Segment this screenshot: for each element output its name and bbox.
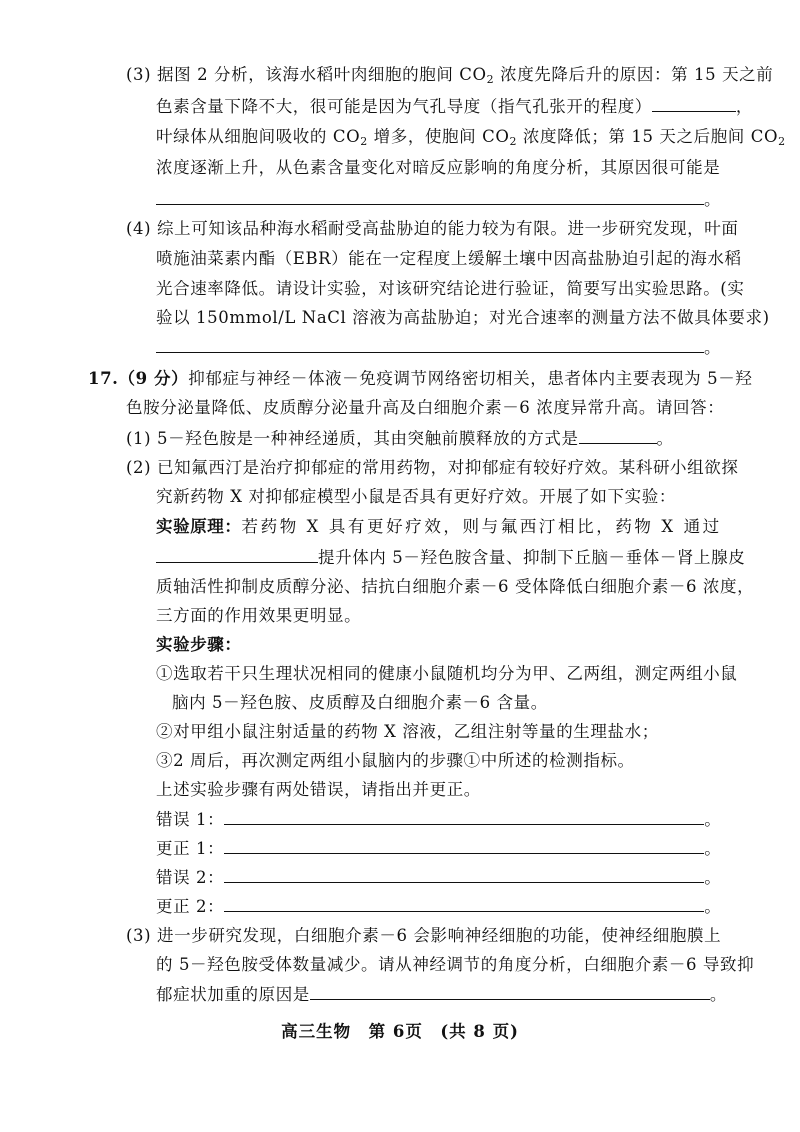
q16-3-line-3: 叶绿体从细胞间吸收的 $CO_2$ 增多，使胞间 $CO_2$ 浓度降低；第 15 天之后胞间 $CO_2$ <box>156 127 786 148</box>
q16-3-line-1: (3) 据图 2 分析，该海水稻叶肉细胞的胞间 $CO_2$ 浓度先降后升的原因：第 15 天之前 <box>126 65 774 86</box>
answer-blank[interactable] <box>579 427 657 444</box>
step-1-line-1: ①选取若干只生理状况相同的健康小鼠随机均分为甲、乙两组，测定两组小鼠 <box>156 664 738 683</box>
answer-blank[interactable] <box>224 866 704 883</box>
part-number: (1) <box>126 429 152 448</box>
part-number: (4) <box>126 219 152 238</box>
q17-2-line-1: (2) 已知氟西汀是治疗抑郁症的常用药物，对抑郁症有较好疗效。某科研小组欲探 <box>126 458 739 477</box>
question-score: （9 分） <box>118 369 189 388</box>
fix-1-line: 更正 1： 。 <box>156 839 722 858</box>
q16-3-line-2: 色素含量下降不大，很可能是因为气孔导度（指气孔张开的程度） ， <box>156 97 754 116</box>
q17-3-line-3: 郁症状加重的原因是 。 <box>156 985 728 1004</box>
q16-3-line-5: 。 <box>156 188 721 211</box>
answer-blank[interactable] <box>224 808 704 825</box>
error-2-line: 错误 2： 。 <box>156 868 722 887</box>
q17-3-line-1: (3) 进一步研究发现，白细胞介素－6 会影响神经细胞的功能，使神经细胞膜上 <box>126 926 722 945</box>
part-number: (3) <box>126 926 152 945</box>
q16-4-line-3: 光合速率降低。请设计实验，对该研究结论进行验证，简要写出实验思路。(实 <box>156 279 745 298</box>
answer-blank[interactable] <box>310 983 710 1000</box>
q17-line-1: 17.（9 分）抑郁症与神经－体液－免疫调节网络密切相关，患者体内主要表现为 5－羟 <box>88 369 753 388</box>
principle-line-1: 实验原理：若药物 X 具有更好疗效，则与氟西汀相比，药物 X 通过 <box>156 517 722 536</box>
part-number: (2) <box>126 458 152 477</box>
principle-line-4: 三方面的作用效果更明显。 <box>156 606 362 625</box>
principle-line-3: 质轴活性抑制皮质醇分泌、拮抗白细胞介素－6 受体降低白细胞介素－6 浓度， <box>156 577 755 596</box>
answer-blank[interactable] <box>156 336 704 353</box>
error-1-line: 错误 1： 。 <box>156 810 722 829</box>
q16-4-line-1: (4) 综上可知该品种海水稻耐受高盐胁迫的能力较为有限。进一步研究发现，叶面 <box>126 219 739 238</box>
errors-intro: 上述实验步骤有两处错误，请指出并更正。 <box>156 780 481 799</box>
answer-blank[interactable] <box>156 546 318 563</box>
page-footer: 高三生物 第 6页 (共 8 页) <box>281 1022 519 1041</box>
step-2-line: ②对甲组小鼠注射适量的药物 X 溶液，乙组注射等量的生理盐水； <box>156 722 659 741</box>
question-number: 17. <box>88 369 119 388</box>
answer-blank[interactable] <box>224 895 704 912</box>
principle-line-2: 提升体内 5－羟色胺含量、抑制下丘脑－垂体－肾上腺皮 <box>156 546 745 569</box>
answer-blank[interactable] <box>156 188 704 205</box>
answer-blank[interactable] <box>224 837 704 854</box>
fix-2-line: 更正 2： 。 <box>156 897 722 916</box>
step-1-line-2: 脑内 5－羟色胺、皮质醇及白细胞介素－6 含量。 <box>172 693 548 712</box>
q17-3-line-2: 的 5－羟色胺受体数量减少。请从神经调节的角度分析，白细胞介素－6 导致抑 <box>156 955 755 974</box>
q17-line-2: 色胺分泌量降低、皮质醇分泌量升高及白细胞介素－6 浓度异常升高。请回答： <box>126 398 725 417</box>
q16-4-line-4: 验以 150mmol/L NaCl 溶液为高盐胁迫；对光合速率的测量方法不做具体要求) <box>156 308 770 327</box>
q16-3-line-4: 浓度逐渐上升，从色素含量变化对暗反应影响的角度分析，其原因很可能是 <box>156 158 721 177</box>
part-number: (3) <box>126 65 152 84</box>
q17-1-line: (1) 5－羟色胺是一种神经递质，其由突触前膜释放的方式是 。 <box>126 429 674 448</box>
principle-label: 实验原理： <box>156 517 242 536</box>
q17-2-line-2: 究新药物 X 对抑郁症模型小鼠是否具有更好疗效。开展了如下实验： <box>156 487 676 506</box>
q16-4-line-2: 喷施油菜素内酯（EBR）能在一定程度上缓解土壤中因高盐胁迫引起的海水稻 <box>156 249 742 268</box>
steps-label: 实验步骤： <box>156 635 242 654</box>
answer-blank[interactable] <box>652 95 736 112</box>
q16-4-line-5: 。 <box>156 336 721 359</box>
step-3-line: ③2 周后，再次测定两组小鼠脑内的步骤①中所述的检测指标。 <box>156 751 635 770</box>
